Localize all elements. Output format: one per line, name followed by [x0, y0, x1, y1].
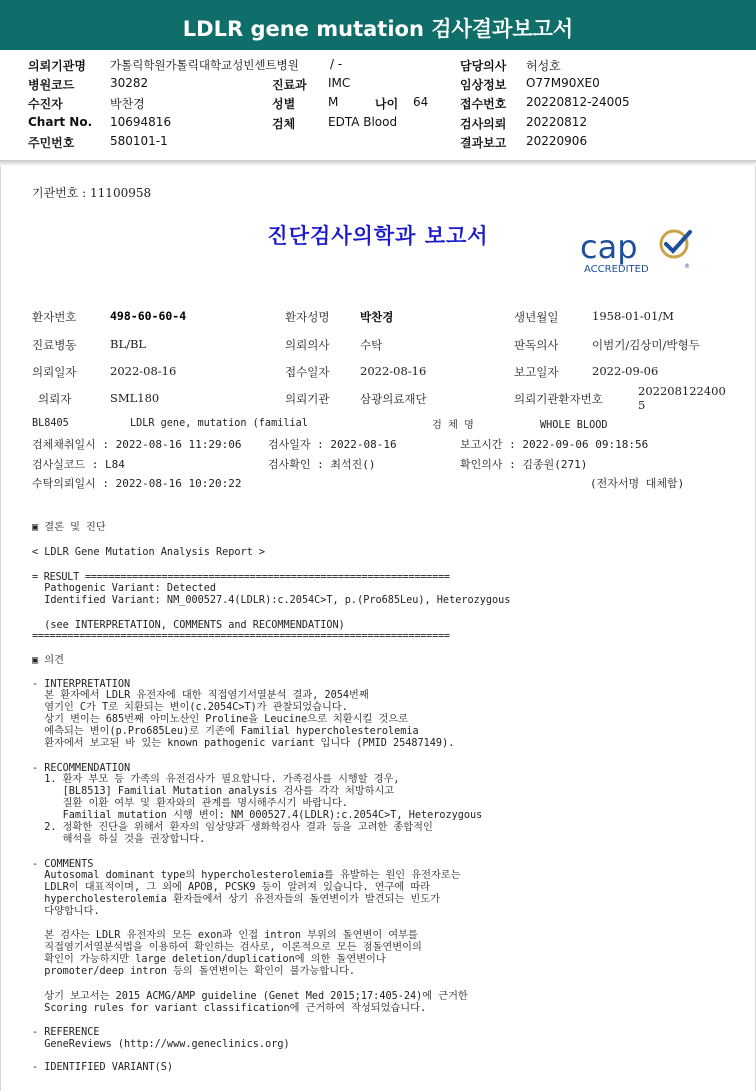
value-ward: BL/BL	[110, 337, 147, 351]
value-specimen: EDTA Blood	[328, 115, 398, 129]
value-age: 64	[413, 95, 429, 109]
interp-line-1: 본 환자에서 LDLR 유전자에 대한 직접염기서열분석 결과, 2054번째	[32, 690, 369, 701]
identified-variants-heading: - IDENTIFIED VARIANT(S)	[32, 1062, 174, 1073]
recommend-line-2: [BL8513] Familial Mutation analysis 검사를 각각 처방하시고	[32, 786, 395, 797]
comments-line-2: LDLR이 대표적이며, 그 외에 APOB, PCSK9 등이 알려져 있습니다. 연구에 따라	[32, 882, 431, 893]
label-clinical-info: 임상정보	[460, 78, 507, 92]
value-clinical-info: O77M90XE0	[526, 76, 600, 90]
label-patient-name: 환자성명	[285, 310, 330, 324]
institution-number: 기관번호 : 11100958	[32, 186, 152, 200]
section-opinion: ▣ 의견	[32, 655, 64, 666]
result-see-note: (see INTERPRETATION, COMMENTS and RECOMMENDATION)	[32, 620, 345, 631]
report-header-bar	[0, 0, 756, 50]
label-institution-patient-no: 의뢰기관환자번호	[514, 392, 603, 406]
label-department: 진료과	[272, 78, 307, 92]
label-order-date: 의뢰일자	[32, 365, 77, 379]
specimen-value: WHOLE BLOOD	[540, 420, 608, 431]
label-age: 나이	[375, 97, 399, 111]
value-order-date: 2022-08-16	[110, 364, 177, 378]
value-request-date: 20220812	[526, 115, 588, 129]
recommend-line-1: 1. 환자 부모 등 가족의 유전검사가 필요합니다. 가족검사를 시행할 경우,	[32, 774, 400, 785]
label-result-report: 결과보고	[460, 136, 507, 150]
comments-line-9: 상기 보고서는 2015 ACMG/AMP guideline (Genet Med 2015;17:405-24)에 근거한	[32, 991, 468, 1002]
value-institution-suffix: / -	[330, 57, 343, 71]
interp-line-3: 상기 변이는 685번째 아미노산인 Proline을 Leucine으로 치환시킬 것으로	[32, 714, 408, 725]
recommend-line-6: 해석을 하실 것을 권장합니다.	[32, 834, 206, 845]
document-title: 진단검사의학과 보고서	[267, 224, 489, 248]
result-identified-variant: Identified Variant: NM_000527.4(LDLR):c.2054C>T, p.(Pro685Leu), Heterozygous	[32, 595, 511, 606]
label-ward: 진료병동	[32, 338, 77, 352]
value-department: IMC	[328, 76, 351, 90]
value-sex: M	[328, 95, 339, 109]
test-name: LDLR gene, mutation (familial	[130, 418, 308, 429]
test-date: 검사일자 : 2022-08-16	[268, 438, 397, 451]
label-requester: 의뢰자	[38, 392, 72, 406]
test-code: BL8405	[32, 418, 69, 429]
comments-line-10: Scoring rules for variant classification에 근거하여 작성되었습니다.	[32, 1003, 427, 1014]
reference-heading: - REFERENCE	[32, 1027, 100, 1038]
value-result-report: 20220906	[526, 134, 588, 148]
value-receipt-no: 20220812-24005	[526, 95, 630, 109]
received-time: 수탁의뢰일시 : 2022-08-16 10:20:22	[32, 477, 242, 490]
value-institution-patient-no-1: 202208122400	[638, 384, 726, 398]
label-patient: 수진자	[28, 97, 63, 111]
value-chart-no: 10694816	[110, 115, 172, 129]
reference-line: GeneReviews (http://www.geneclinics.org)	[32, 1039, 290, 1050]
result-pathogenic: Pathogenic Variant: Detected	[32, 583, 217, 594]
value-resident-no: 580101-1	[110, 134, 168, 148]
label-hospital-code: 병원코드	[28, 78, 75, 92]
comments-line-4: 다양합니다.	[32, 906, 100, 917]
label-patient-no: 환자번호	[32, 310, 77, 324]
value-patient-no: 498-60-60-4	[110, 309, 187, 323]
cap-logo-tm: ®	[684, 263, 690, 270]
interp-heading: - INTERPRETATION	[32, 679, 131, 690]
value-requesting-doctor: 수탁	[360, 338, 383, 352]
label-report-date: 보고일자	[514, 365, 559, 379]
value-hospital-code: 30282	[110, 76, 149, 90]
interp-line-4: 예측되는 변이(p.Pro685Leu)로 기존에 Familial hypercholesterolemia	[32, 726, 419, 737]
cap-logo-sub: ACCREDITED	[584, 264, 649, 275]
value-request-institution: 삼광의료재단	[360, 392, 427, 406]
e-signature-note: (전자서명 대체함)	[590, 477, 685, 490]
label-receipt-date: 접수일자	[285, 365, 330, 379]
recommend-line-3: 질환 이환 여부 및 환자와의 관계를 명시해주시기 바랍니다.	[32, 798, 348, 809]
report-time: 보고시간 : 2022-09-06 09:18:56	[460, 438, 649, 451]
label-request-date: 검사의뢰	[460, 117, 507, 131]
recommend-line-5: 2. 정확한 진단을 위해서 환자의 임상양과 생화학검사 결과 등을 고려한 종합적인	[32, 822, 433, 833]
test-confirm: 검사확인 : 최석진()	[268, 458, 376, 471]
collect-time: 검체채취일시 : 2022-08-16 11:29:06	[32, 438, 242, 451]
label-receipt-no: 접수번호	[460, 97, 507, 111]
value-reading-doctor: 이범기/김상미/박형두	[592, 338, 700, 352]
comments-line-7: 확인이 가능하지만 large deletion/duplication에 의한 돌연변이나	[32, 954, 386, 965]
label-sex: 성별	[272, 97, 296, 111]
value-doctor: 허성호	[526, 59, 561, 73]
interp-line-2: 염기인 C가 T로 치환되는 변이(c.2054C>T)가 관찰되었습니다.	[32, 702, 348, 713]
confirming-doctor: 확인의사 : 김종원(271)	[460, 458, 588, 471]
label-institution: 의뢰기관명	[28, 59, 86, 73]
value-requester: SML180	[110, 391, 160, 405]
comments-line-5: 본 검사는 LDLR 유전자의 모든 exon과 인접 intron 부위의 돌연변이 여부를	[32, 930, 418, 941]
label-specimen: 검체	[272, 117, 296, 131]
comments-line-8: promoter/deep intron 등의 돌연변이는 확인이 불가능합니다.	[32, 966, 356, 977]
cap-accredited-logo	[578, 226, 708, 276]
section-conclusion: ▣ 결론 및 진단	[32, 522, 106, 533]
value-birth: 1958-01-01/M	[592, 309, 674, 323]
comments-heading: - COMMENTS	[32, 859, 94, 870]
comments-line-6: 직접염기서열분석법을 이용하여 확인하는 검사로, 이론적으로 모든 점돌연변이의	[32, 942, 422, 953]
label-requesting-doctor: 의뢰의사	[285, 338, 330, 352]
comments-line-1: Autosomal dominant type의 hypercholesterolemia를 유발하는 원인 유전자로는	[32, 870, 461, 881]
result-rule-top: = RESULT ==============================================================	[32, 572, 450, 583]
comments-line-3: hypercholesterolemia 환자들에서 상기 유전자들의 돌연변이가 발견되는 빈도가	[32, 894, 440, 905]
label-chart-no: Chart No.	[28, 115, 93, 129]
recommend-heading: - RECOMMENDATION	[32, 763, 131, 774]
value-report-date: 2022-09-06	[592, 364, 659, 378]
specimen-label: 검 체 명	[432, 420, 474, 431]
value-institution: 가톨릭학원가톨릭대학교성빈센트병원	[110, 58, 299, 72]
value-receipt-date: 2022-08-16	[360, 364, 427, 378]
value-institution-patient-no-2: 5	[638, 398, 646, 412]
recommend-line-4: Familial mutation 시행 변이: NM_000527.4(LDLR):c.2054C>T, Heterozygous	[32, 810, 483, 821]
label-request-institution: 의뢰기관	[285, 392, 330, 406]
value-patient: 박찬경	[110, 97, 145, 111]
lab-code: 검사실코드 : L84	[32, 458, 125, 471]
label-reading-doctor: 판독의사	[514, 338, 559, 352]
interp-line-5: 환자에서 보고된 바 있는 known pathogenic variant 입니다 (PMID 25487149).	[32, 738, 455, 749]
request-info-panel	[0, 50, 756, 162]
cap-logo-text: cap	[580, 228, 638, 266]
label-doctor: 담당의사	[460, 59, 507, 73]
analysis-report-title: < LDLR Gene Mutation Analysis Report >	[32, 547, 266, 558]
label-resident-no: 주민번호	[28, 136, 75, 150]
label-birth: 생년월일	[514, 310, 559, 324]
result-rule-bottom: =======================================================================	[32, 631, 450, 642]
report-header-title: LDLR gene mutation 검사결과보고서	[182, 17, 574, 41]
value-patient-name: 박찬경	[360, 310, 394, 324]
